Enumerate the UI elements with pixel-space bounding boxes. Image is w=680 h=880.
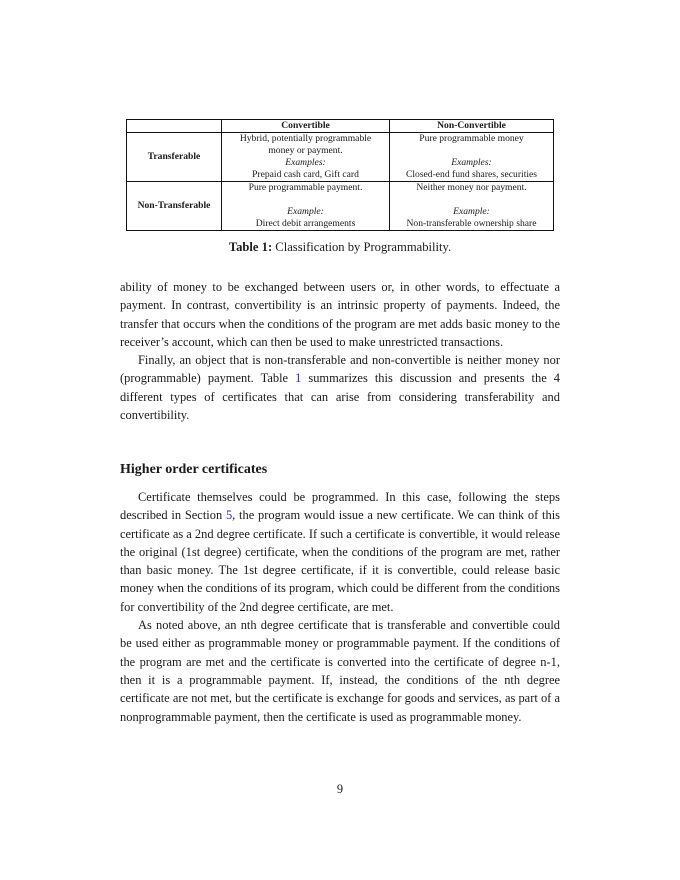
table-cell-transferable-nonconvertible bbox=[390, 133, 554, 182]
table-corner-cell bbox=[127, 120, 222, 133]
cell-spacer bbox=[392, 194, 551, 206]
paragraph: ability of money to be exchanged between users or, in other words, to effectuate a payment. In contrast, convertibility is an intrinsic property of payments. Indeed, the transfer that occurs when the conditions of the program are met adds basic money to the receiver’s account, which can then be used to make unrestricted transactions. bbox=[120, 280, 560, 349]
section-reference-link[interactable]: 5 bbox=[225, 508, 233, 523]
table-row bbox=[127, 133, 554, 182]
cell-example-label: Examples: bbox=[285, 157, 326, 168]
table-rowhead-transferable: Transferable bbox=[127, 133, 222, 182]
paragraph bbox=[120, 351, 560, 424]
paragraph-text: Finally, an object that is non-transferable and non-convertible is neither money nor (programmable) payment. Table bbox=[120, 353, 560, 386]
cell-example-label: Examples: bbox=[451, 157, 492, 168]
table-row bbox=[127, 182, 554, 231]
cell-example: Closed-end fund shares, securities bbox=[405, 169, 538, 180]
cell-spacer bbox=[224, 194, 387, 206]
paragraph: As noted above, an nth degree certificate that is transferable and convertible could be used either as programmable money or programmable payment. If the conditions of the program are met and the certificate is converted into the certificate of degree n-1, then it is a programmable payment. If, instead, the conditions of the nth degree certificate are not met, but the certificate is exchange for goods and services, as part of a nonprogrammable payment, then the certificate is used as programmable money. bbox=[120, 618, 560, 724]
cell-text: Hybrid, potentially programmable bbox=[239, 133, 372, 144]
table-cell-nontransferable-nonconvertible bbox=[390, 182, 554, 231]
table-rowhead-nontransferable: Non-Transferable bbox=[127, 182, 222, 231]
table-cell-nontransferable-convertible bbox=[222, 182, 390, 231]
paragraph bbox=[120, 488, 560, 616]
body-text-block-2 bbox=[120, 488, 560, 726]
paragraph-text: summarizes this discussion and presents the 4 different types of certificates that can arise from considering transferability and convertibility. bbox=[120, 371, 560, 423]
cell-text: money or payment. bbox=[268, 145, 343, 156]
table-cell-transferable-convertible bbox=[222, 133, 390, 182]
cell-text: Neither money nor payment. bbox=[416, 182, 527, 193]
classification-table bbox=[126, 119, 554, 231]
cell-text: Pure programmable money bbox=[419, 133, 524, 144]
body-text-block-1 bbox=[120, 278, 560, 424]
paragraph-text: Certificate themselves could be programmed. In this case, following the steps described in Section bbox=[120, 490, 560, 523]
caption-label: Table 1: bbox=[228, 240, 273, 254]
cell-example: Non-transferable ownership share bbox=[406, 218, 537, 229]
cell-example: Prepaid cash card, Gift card bbox=[252, 169, 359, 180]
table-reference-link[interactable]: 1 bbox=[295, 371, 302, 386]
cell-spacer bbox=[392, 145, 551, 157]
table-caption bbox=[0, 240, 680, 255]
table-header-convertible: Convertible bbox=[222, 120, 390, 133]
section-heading: Higher order certificates bbox=[120, 462, 268, 477]
paragraph-text: , the program would issue a new certificate. We can think of this certificate as a 2nd degree certificate. If such a certificate is convertible, it would release the original (1st degree) certificate, when the conditions of the program are met, rather than basic money. The 1st degree certificate, if it is convertible, could release basic money when the conditions of its program, which could be different from the conditions for convertibility of the 2nd degree certificate, are met. bbox=[120, 508, 560, 614]
table-header-nonconvertible: Non-Convertible bbox=[390, 120, 554, 133]
cell-text: Pure programmable payment. bbox=[248, 182, 363, 193]
cell-example-label: Example: bbox=[453, 206, 490, 217]
table-header-row bbox=[127, 120, 554, 133]
page-number: 9 bbox=[336, 782, 344, 796]
caption-text: Classification by Programmability. bbox=[272, 240, 452, 254]
cell-example: Direct debit arrangements bbox=[255, 218, 356, 229]
cell-example-label: Example: bbox=[287, 206, 324, 217]
